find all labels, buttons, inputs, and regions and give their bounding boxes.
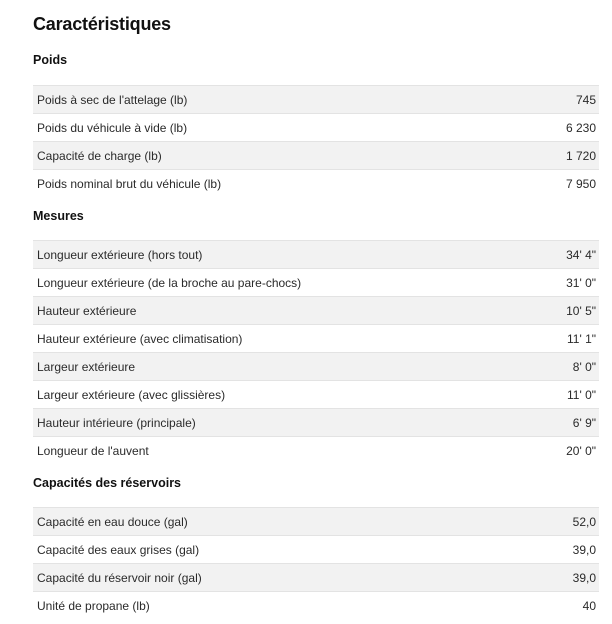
tank-capacities-table <box>33 507 599 619</box>
row-value: 11' 0" <box>566 387 596 402</box>
measurements-table <box>33 240 599 464</box>
row-value: 40 <box>582 598 596 613</box>
row-value: 39,0 <box>572 570 596 585</box>
table-row <box>33 436 599 464</box>
row-label: Longueur extérieure (hors tout) <box>37 247 203 262</box>
table-row <box>33 296 599 324</box>
row-value: 11' 1" <box>566 331 596 346</box>
table-row <box>33 169 599 197</box>
row-label: Capacité de charge (lb) <box>37 148 162 163</box>
row-label: Hauteur extérieure <box>37 303 137 318</box>
row-value: 745 <box>575 92 596 107</box>
row-label: Unité de propane (lb) <box>37 598 150 613</box>
row-label: Poids nominal brut du véhicule (lb) <box>37 176 222 191</box>
table-row <box>33 535 599 563</box>
row-label: Largeur extérieure (avec glissières) <box>37 387 226 402</box>
section-heading-measurements: Mesures <box>33 209 84 223</box>
table-row <box>33 240 599 268</box>
table-row <box>33 85 599 113</box>
row-label: Poids du véhicule à vide (lb) <box>37 120 188 135</box>
table-row <box>33 324 599 352</box>
row-value: 20' 0" <box>566 443 596 458</box>
row-value: 52,0 <box>572 514 596 529</box>
table-row <box>33 408 599 436</box>
row-value: 7 950 <box>565 176 596 191</box>
weights-table <box>33 85 599 197</box>
row-value: 1 720 <box>565 148 596 163</box>
row-label: Longueur extérieure (de la broche au pare-chocs) <box>37 275 302 290</box>
row-label: Largeur extérieure <box>37 359 136 374</box>
row-value: 6 230 <box>565 120 596 135</box>
row-value: 39,0 <box>572 542 596 557</box>
row-value: 8' 0" <box>572 359 596 374</box>
row-label: Hauteur extérieure (avec climatisation) <box>37 331 243 346</box>
table-row <box>33 352 599 380</box>
row-label: Poids à sec de l'attelage (lb) <box>37 92 188 107</box>
page-title: Caractéristiques <box>33 14 171 34</box>
section-heading-weights: Poids <box>33 53 68 67</box>
table-row <box>33 380 599 408</box>
row-value: 31' 0" <box>566 275 596 290</box>
row-value: 34' 4" <box>566 247 596 262</box>
row-label: Capacité en eau douce (gal) <box>37 514 188 529</box>
table-row <box>33 141 599 169</box>
row-label: Capacité du réservoir noir (gal) <box>37 570 202 585</box>
row-value: 6' 9" <box>572 415 596 430</box>
section-heading-tank-capacities: Capacités des réservoirs <box>33 476 182 490</box>
table-row <box>33 507 599 535</box>
table-row <box>33 268 599 296</box>
table-row <box>33 113 599 141</box>
row-label: Longueur de l'auvent <box>37 443 149 458</box>
table-row <box>33 563 599 591</box>
table-row <box>33 591 599 619</box>
row-label: Hauteur intérieure (principale) <box>37 415 196 430</box>
row-value: 10' 5" <box>566 303 596 318</box>
row-label: Capacité des eaux grises (gal) <box>37 542 200 557</box>
